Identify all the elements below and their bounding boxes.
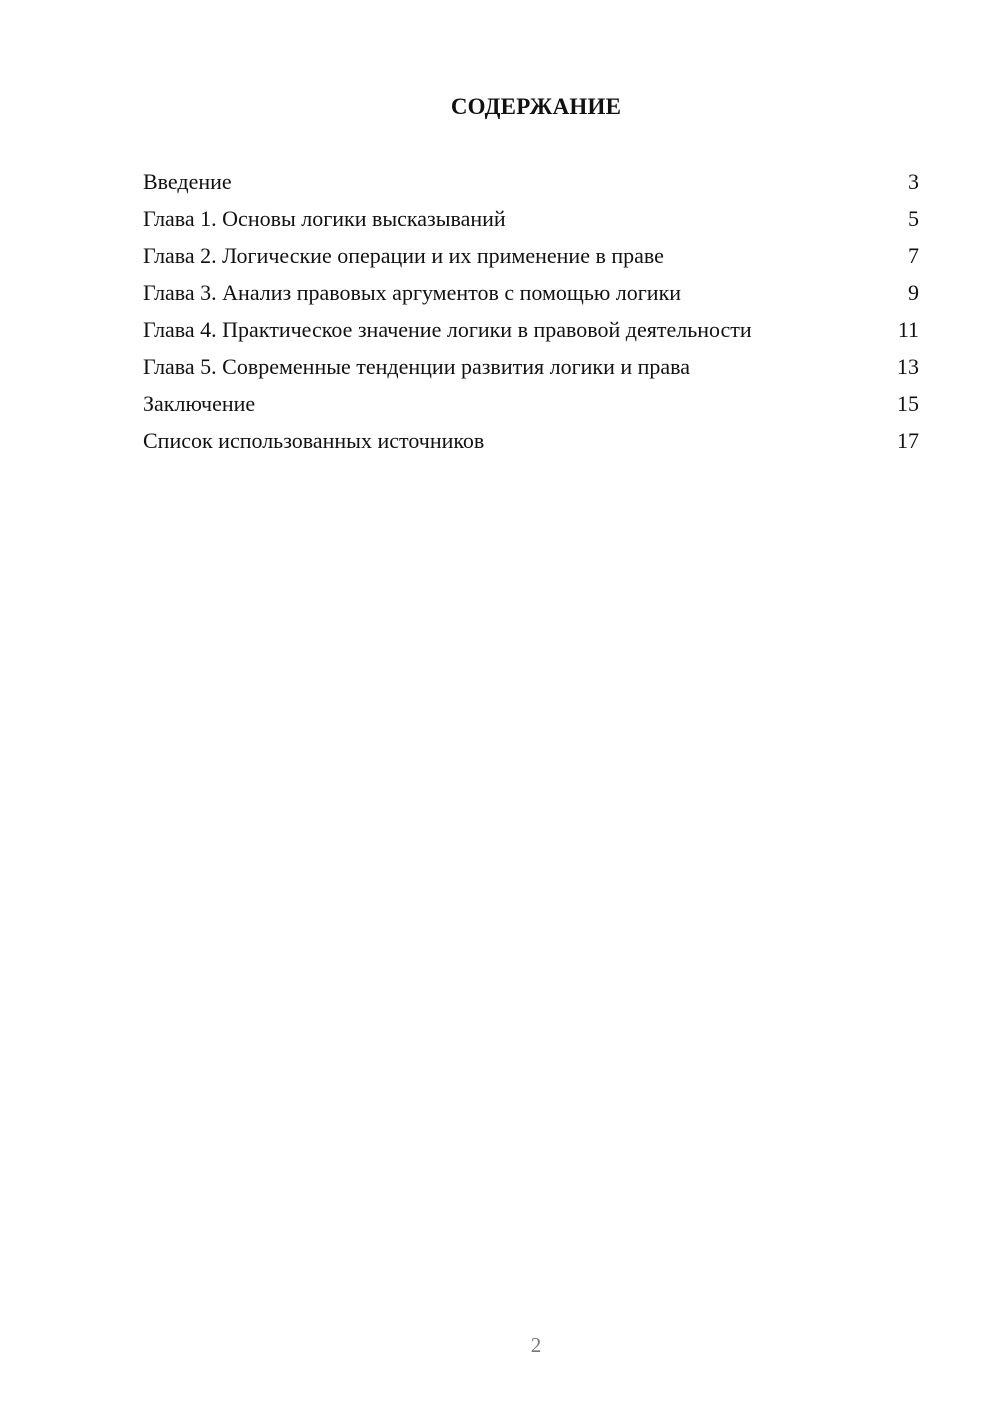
toc-entry-conclusion[interactable]	[143, 390, 919, 418]
toc-entry-page: 3	[908, 169, 919, 194]
toc-entry-title: Введение	[143, 169, 232, 194]
toc-entry-title: Глава 3. Анализ правовых аргументов с помощью логики	[143, 280, 682, 305]
toc-entry-page: 5	[908, 206, 919, 231]
toc-entry-chapter-2[interactable]	[143, 242, 919, 270]
toc-entry-title: Глава 2. Логические операции и их применение в праве	[143, 243, 664, 268]
toc-entry-title: Список использованных источников	[143, 428, 485, 453]
table-of-contents	[143, 168, 919, 464]
toc-entry-page: 7	[908, 243, 919, 268]
toc-heading: СОДЕРЖАНИЕ	[450, 94, 622, 119]
toc-entry-title: Глава 1. Основы логики высказываний	[143, 206, 506, 231]
toc-entry-page: 13	[897, 354, 919, 379]
toc-entry-page: 9	[908, 280, 919, 305]
toc-entry-title: Заключение	[143, 391, 256, 416]
toc-entry-page: 15	[897, 391, 919, 416]
toc-entry-chapter-5[interactable]	[143, 353, 919, 381]
toc-entry-chapter-1[interactable]	[143, 205, 919, 233]
toc-entry-page: 11	[897, 317, 919, 342]
page-number: 2	[530, 1333, 542, 1357]
toc-entry-title: Глава 5. Современные тенденции развития логики и права	[143, 354, 691, 379]
toc-entry-references[interactable]	[143, 427, 919, 455]
toc-entry-page: 17	[897, 428, 919, 453]
toc-entry-introduction[interactable]	[143, 168, 919, 196]
toc-entry-chapter-3[interactable]	[143, 279, 919, 307]
toc-entry-chapter-4[interactable]	[143, 316, 919, 344]
toc-entry-title: Глава 4. Практическое значение логики в правовой деятельности	[143, 317, 752, 342]
